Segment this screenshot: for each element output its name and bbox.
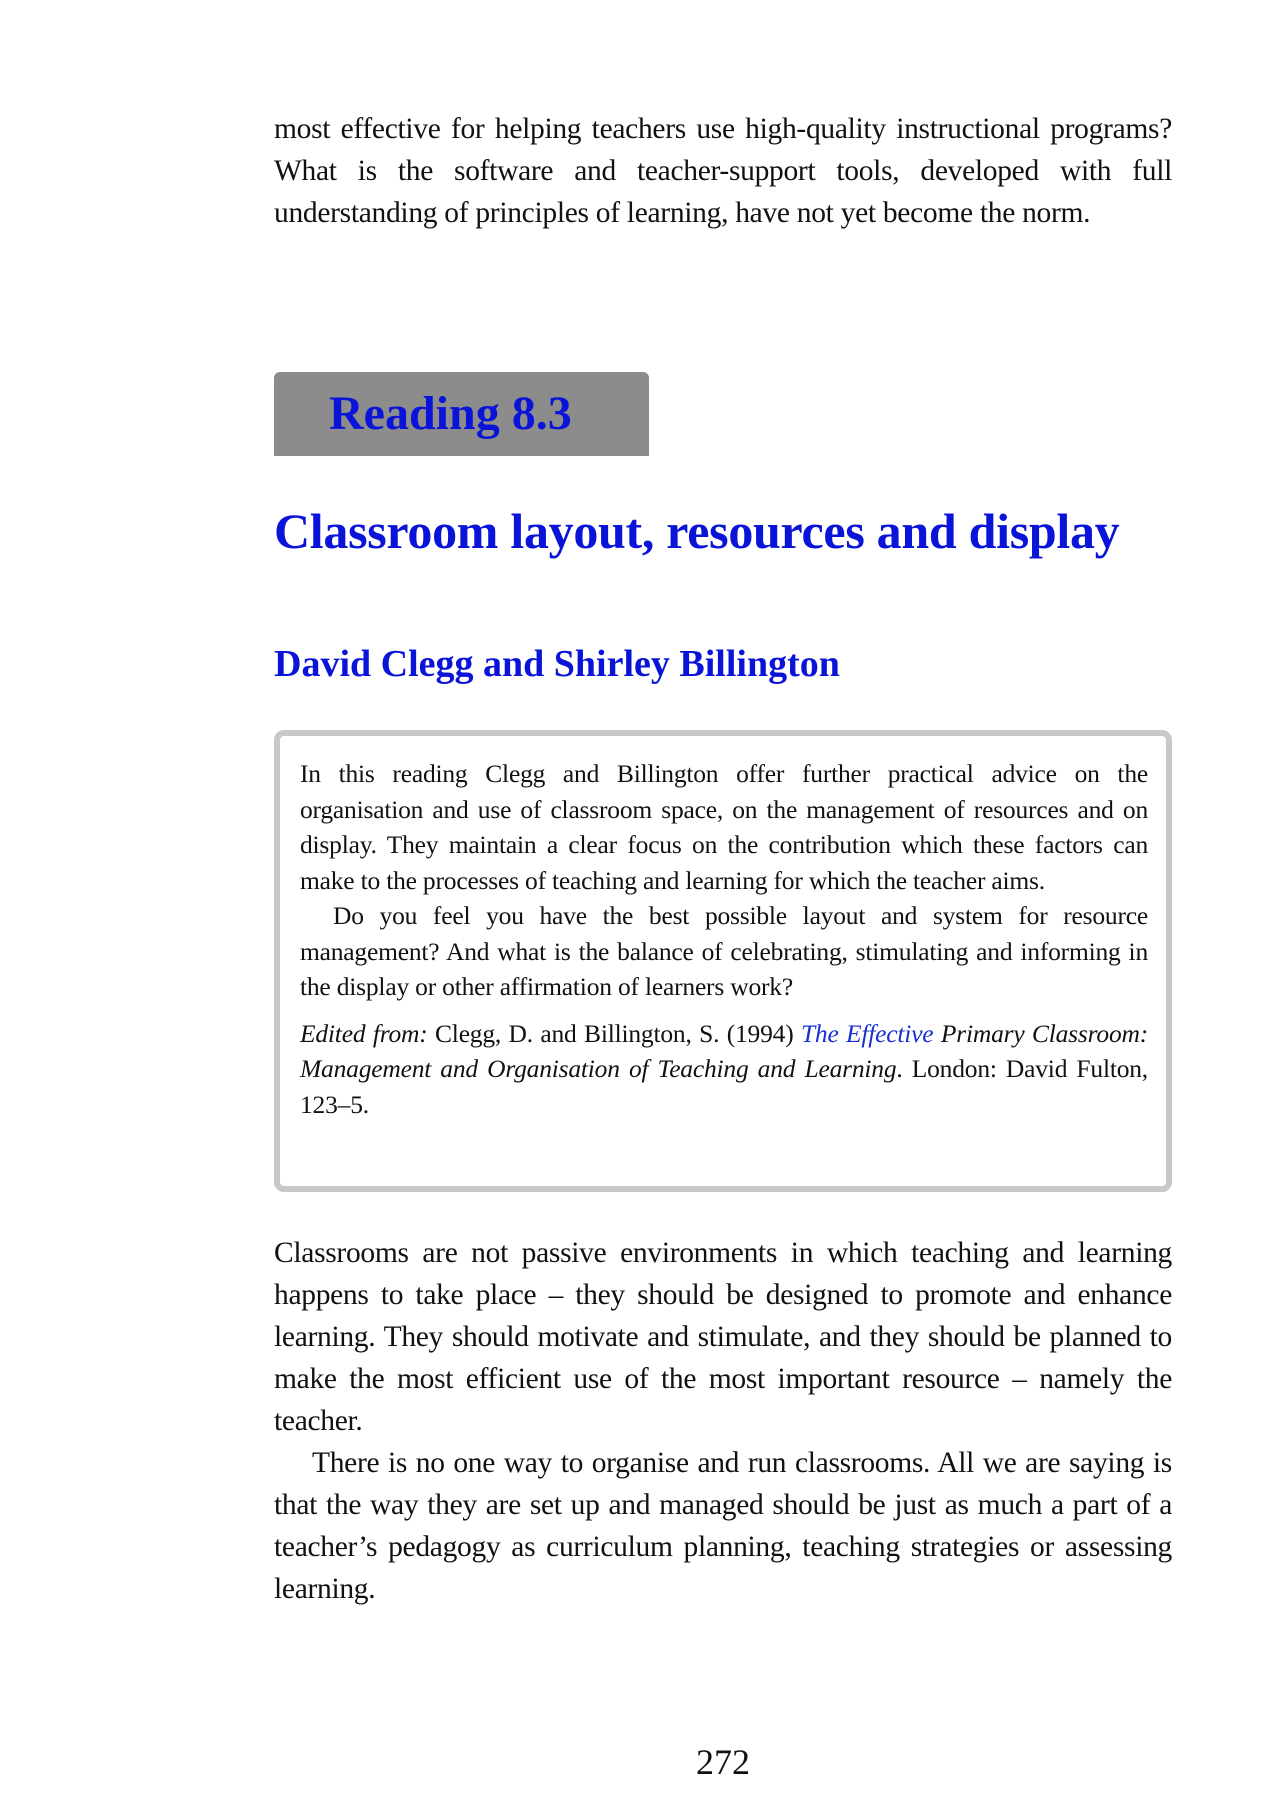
citation-prefix: Edited from: [300, 1018, 428, 1048]
body-paragraph: Classrooms are not passive environments in which teaching and learning happens to take place – they should be designed to promote and enhance learning. They should motivate and stimulate, and they should be planned to make the most efficient use of the most important resource – namely the teacher. [274, 1237, 1172, 1437]
reading-title: Classroom layout, resources and display [274, 503, 1120, 559]
reading-authors: David Clegg and Shirley Billington [274, 643, 840, 685]
abstract-paragraph-2: Do you feel you have the best possible layout and system for resource management? And what is the balance of celebrating, stimulating and informing in the display or other affirmation of learners work? [300, 901, 1148, 1001]
body-paragraph: There is no one way to organise and run classrooms. All we are saying is that the way they are set up and managed should be just as much a part of a teacher’s pedagogy as curriculum planning, teaching strategies or assessing learning. [274, 1447, 1172, 1605]
reading-banner [274, 372, 649, 456]
citation-publisher: . London: David Fulton, 123–5. [300, 1054, 1148, 1119]
page-number: 272 [696, 1742, 750, 1782]
abstract-content [300, 756, 1148, 1122]
citation-authors: Clegg, D. and Billington, S. (1994) [427, 1018, 801, 1048]
citation [300, 1016, 1148, 1123]
abstract-paragraph-1: In this reading Clegg and Billington offer further practical advice on the organisation and use of classroom space, on the management of resources and on display. They maintain a clear focus on the contribution which these factors can make to the processes of teaching and learning for which the teacher aims. [300, 759, 1148, 895]
body-text [274, 1232, 1172, 1610]
intro-paragraph: most effective for helping teachers use high-quality instructional programs? What is the software and teacher-support tools, developed with full understanding of principles of learning, have not yet become the norm. [274, 113, 1172, 229]
citation-title: Primary Classroom: Management and Organisation of Teaching and Learning [300, 1018, 1149, 1083]
reading-number: Reading 8.3 [329, 387, 572, 440]
citation-title-link[interactable]: The Effective [800, 1018, 934, 1048]
abstract-box [274, 730, 1172, 1192]
